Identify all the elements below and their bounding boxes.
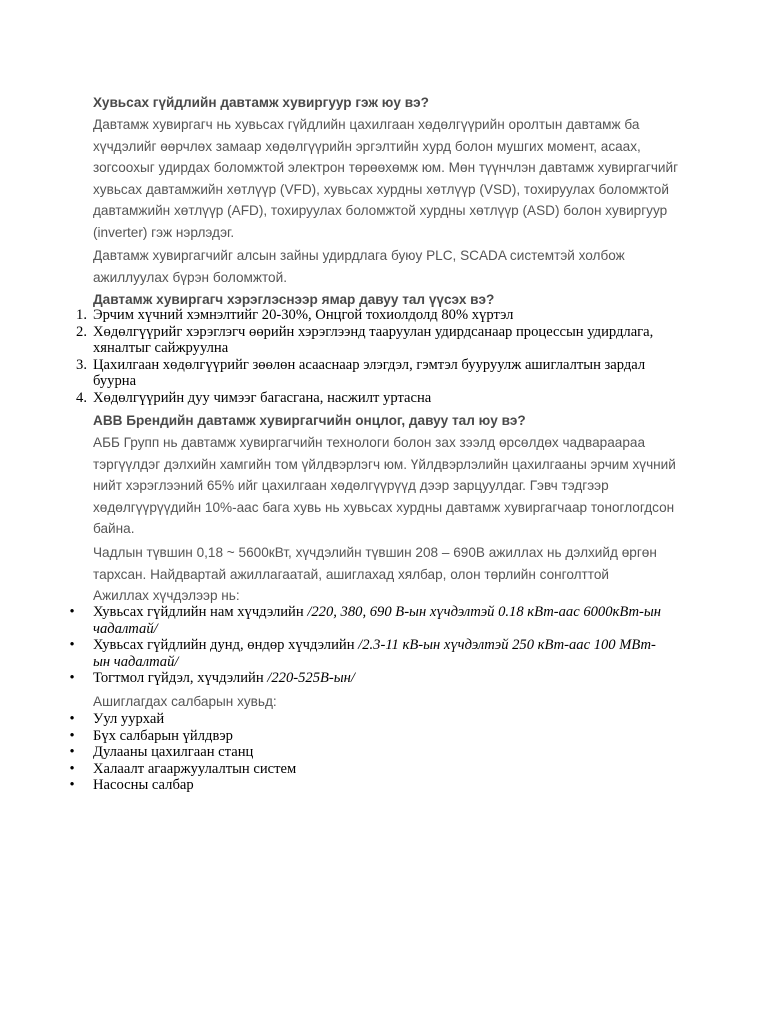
list-item: • Халаалт агааржуулалтын систем (69, 760, 297, 777)
list-item: • Хувьсах гүйдлийн дунд, өндөр хүчдэлийн /2.3-11 кВ-ын хүчдэлтэй 250 кВт-аас 100 МВт-ын чадалтай/ (69, 637, 656, 670)
voltage-list (69, 604, 663, 687)
heading-advantages: Давтамж хувиргагч хэрэглэснээр ямар давуу тал үүсэх вэ? (93, 292, 495, 307)
paragraph-abb-group: АББ Групп нь давтамж хувиргагчийн технологи болон зах зээлд өрсөлдөх чадвараараа тэргүүлдэг дэлхийн хамгийн том үйлдвэрлэгч юм. Үйлдвэрлэлийн цахилгааны эрчим хүчний нийт хэрэглээний 65% ийг цахилгаан хөдөлгүүрүүд дээр зарцуулдаг. Гэвч тэдгээр хөдөлгүүрүүдийн 10%-аас бага хувь нь хувьсах хурдны давтамж хувиргагчаар тоноглогдсон байна. (93, 435, 676, 537)
paragraph-power-range: Чадлын түвшин 0,18 ~ 5600кВт, хүчдэлийн түвшин 208 – 690В ажиллах нь дэлхийд өргөн тархсан. Найдвартай ажиллагаатай, ашиглахад хялбар, олон төрлийн сонголттой (93, 545, 657, 582)
sectors-list (69, 711, 673, 794)
list-item: 1. Эрчим хүчний хэмнэлтийг 20-30%, Онцгой тохиолдолд 80% хүртэл (76, 307, 514, 323)
list-item: 3. Цахилгаан хөдөлгүүрийг зөөлөн асааснаар элэгдэл, гэмтэл бууруулж ашиглалтын зардал буурна (76, 356, 646, 389)
heading-abb-features: ABB Брендийн давтамж хувиргагчийн онцлог, давуу тал юу вэ? (93, 413, 526, 428)
paragraph-definition: Давтамж хувиргагч нь хувьсах гүйдлийн цахилгаан хөдөлгүүрийн оролтын давтамж ба хүчдэлийг өөрчлөх замаар хөдөлгүүрийн эргэлтийн хурд болон мушгих момент, асаах, зогсоохыг удирдах боломжтой электрон төрөөхөмж юм. Мөн түүнчлэн давтамж хувиргагчийг хувьсах давтамжийн хөтлүүр (VFD), хувьсах хурдны хөтлүүр (VSD), тохируулах боломжтой давтамжийн хөтлүүр (AFD), тохируулах боломжтой хурдны хөтлүүр (ASD) болон хувиргуур (inverter) гэж нэрлэдэг. (93, 117, 679, 240)
advantages-list (76, 307, 663, 406)
paragraph-remote-control: Давтамж хувиргагчийг алсын зайны удирдлага буюу PLC, SCADA системтэй холбож ажиллуулах бүрэн боломжтой. (93, 248, 625, 285)
heading-what-is-frequency-converter: Хувьсах гүйдлийн давтамж хувиргуур гэж юу вэ? (93, 95, 429, 110)
list-item: 2. Хөдөлгүүрийг хэрэглэгч өөрийн хэрэглээнд тааруулан удирдсанаар процессын удирдлага, хяналтыг сайжруулна (76, 323, 654, 356)
label-voltage: Ажиллах хүчдэлээр нь: (93, 588, 240, 603)
list-item: • Хувьсах гүйдлийн нам хүчдэлийн /220, 380, 690 В-ын хүчдэлтэй 0.18 кВт-аас 6000кВт-ын чадалтай/ (69, 604, 661, 637)
list-item: • Уул уурхай (69, 711, 165, 727)
list-item: • Тогтмол гүйдэл, хүчдэлийн /220-525В-ын/ (69, 670, 355, 686)
list-item: 4. Хөдөлгүүрийн дуу чимээг багасгана, насжилт уртасна (76, 389, 432, 406)
list-item: • Дулааны цахилгаан станц (69, 744, 254, 760)
label-sectors: Ашиглагдах салбарын хувьд: (93, 694, 277, 709)
list-item: • Бүх салбарын үйлдвэр (69, 727, 233, 744)
list-item: • Насосны салбар (69, 777, 194, 793)
